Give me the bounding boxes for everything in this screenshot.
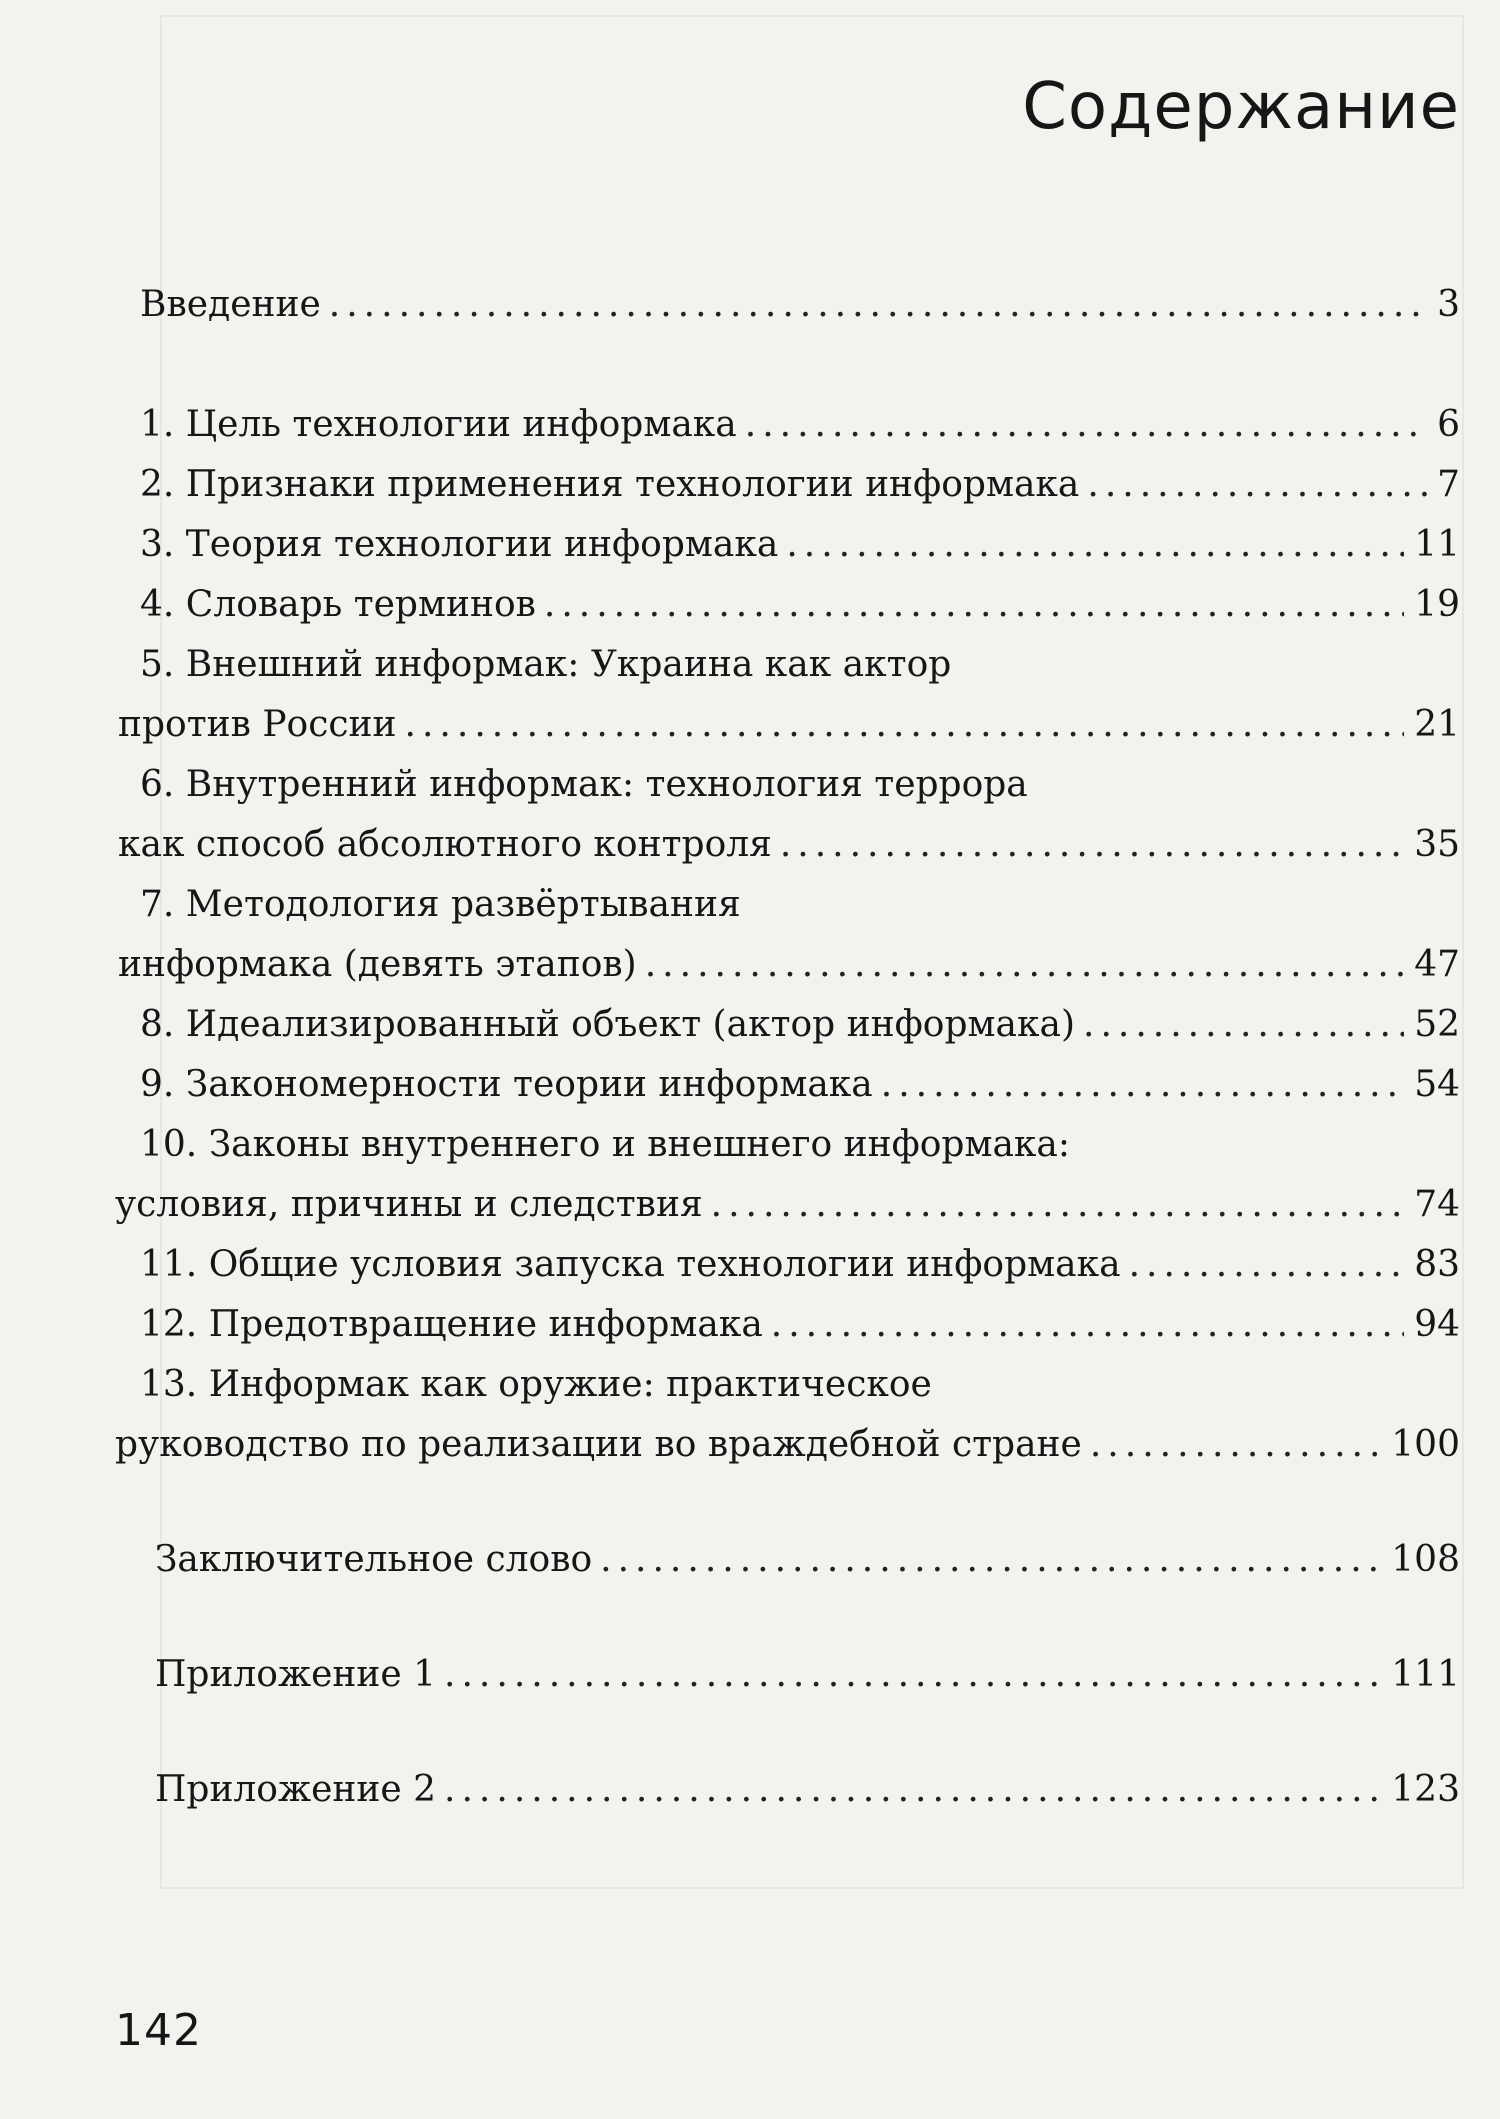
toc-entry-page: 52 <box>1414 1004 1460 1045</box>
toc-entry-label: Заключительное слово <box>155 1539 593 1580</box>
toc-entry-6[interactable] <box>118 755 1460 875</box>
toc-entry-7[interactable] <box>118 875 1460 995</box>
leader-dots <box>881 1055 1404 1115</box>
toc-entry-page: 54 <box>1414 1064 1460 1105</box>
toc-entry-page: 11 <box>1414 524 1460 565</box>
leader-dots <box>544 575 1404 635</box>
leader-dots <box>711 1175 1405 1235</box>
toc-entry-label-line2: против России <box>118 704 397 745</box>
toc-entry-page: 94 <box>1414 1304 1460 1345</box>
toc-entry-label-line2: информака (девять этапов) <box>118 944 637 985</box>
toc-entry-label: Приложение 2 <box>155 1769 437 1810</box>
leader-dots <box>600 1530 1381 1590</box>
toc-entry-page: 6 <box>1437 404 1460 445</box>
toc-entry-page: 83 <box>1414 1244 1460 1285</box>
toc-entry-page: 47 <box>1414 944 1460 985</box>
toc-entry-label: 1. Цель технологии информака <box>140 404 737 445</box>
leader-dots <box>444 1760 1381 1820</box>
toc-entry-label-line1: 13. Информак как оружие: практическое <box>140 1364 932 1405</box>
leader-dots <box>786 515 1404 575</box>
leader-dots <box>444 1645 1381 1705</box>
toc-entry-label: Приложение 1 <box>155 1654 437 1695</box>
toc-entry-page: 108 <box>1391 1539 1460 1580</box>
toc-entry-3[interactable] <box>140 515 1460 575</box>
leader-dots <box>745 395 1427 455</box>
leader-dots <box>329 275 1427 335</box>
toc-entry-label: 12. Предотвращение информака <box>140 1304 763 1345</box>
toc-entry-5[interactable] <box>118 635 1460 755</box>
toc-entry-9[interactable] <box>140 1055 1460 1115</box>
page-title: Содержание <box>1022 70 1460 144</box>
page-number: 142 <box>115 2005 202 2056</box>
toc-entry-label-line1: 7. Методология развёртывания <box>140 884 741 925</box>
toc-entry-13[interactable] <box>115 1355 1460 1475</box>
toc-entry-appendix-1[interactable] <box>155 1645 1460 1705</box>
leader-dots <box>780 815 1404 875</box>
toc-entry-page: 123 <box>1391 1769 1460 1810</box>
toc-entry-page: 35 <box>1414 824 1460 865</box>
toc-entry-label-line1: 10. Законы внутреннего и внешнего информака: <box>140 1124 1071 1165</box>
toc-entry-page: 111 <box>1391 1654 1460 1695</box>
toc-entry-label-line1: 5. Внешний информак: Украина как актор <box>140 644 952 685</box>
toc-entry-label: 8. Идеализированный объект (актор информака) <box>140 1004 1075 1045</box>
leader-dots <box>405 695 1405 755</box>
toc-entry-1[interactable] <box>140 395 1460 455</box>
toc-entry-2[interactable] <box>140 455 1460 515</box>
toc-entry-label-line2: руководство по реализации во враждебной стране <box>115 1424 1082 1465</box>
toc-entry-label: 11. Общие условия запуска технологии информака <box>140 1244 1121 1285</box>
toc-entry-page: 3 <box>1437 284 1460 325</box>
leader-dots <box>771 1295 1404 1355</box>
toc-entry-label: Введение <box>140 284 321 325</box>
leader-dots <box>1087 455 1427 515</box>
toc-entry-label: 9. Закономерности теории информака <box>140 1064 873 1105</box>
toc-entry-intro[interactable] <box>140 275 1460 335</box>
leader-dots <box>1129 1235 1405 1295</box>
toc-entry-label: 2. Признаки применения технологии информака <box>140 464 1080 505</box>
toc-entry-label-line2: условия, причины и следствия <box>115 1184 703 1225</box>
toc-entry-label: 3. Теория технологии информака <box>140 524 779 565</box>
toc-entry-label-line1: 6. Внутренний информак: технология террора <box>140 764 1028 805</box>
toc-entry-appendix-2[interactable] <box>155 1760 1460 1820</box>
table-of-contents <box>115 275 1460 1820</box>
toc-entry-11[interactable] <box>140 1235 1460 1295</box>
toc-entry-page: 19 <box>1414 584 1460 625</box>
toc-entry-page: 100 <box>1391 1424 1460 1465</box>
toc-entry-label: 4. Словарь терминов <box>140 584 536 625</box>
toc-entry-10[interactable] <box>115 1115 1460 1235</box>
leader-dots <box>1090 1415 1381 1475</box>
toc-entry-page: 74 <box>1414 1184 1460 1225</box>
toc-entry-page: 7 <box>1437 464 1460 505</box>
toc-entry-12[interactable] <box>140 1295 1460 1355</box>
toc-entry-conclusion[interactable] <box>155 1530 1460 1590</box>
leader-dots <box>1083 995 1404 1055</box>
toc-entry-4[interactable] <box>140 575 1460 635</box>
toc-entry-label-line2: как способ абсолютного контроля <box>118 824 772 865</box>
leader-dots <box>645 935 1404 995</box>
toc-entry-page: 21 <box>1414 704 1460 745</box>
toc-entry-8[interactable] <box>140 995 1460 1055</box>
